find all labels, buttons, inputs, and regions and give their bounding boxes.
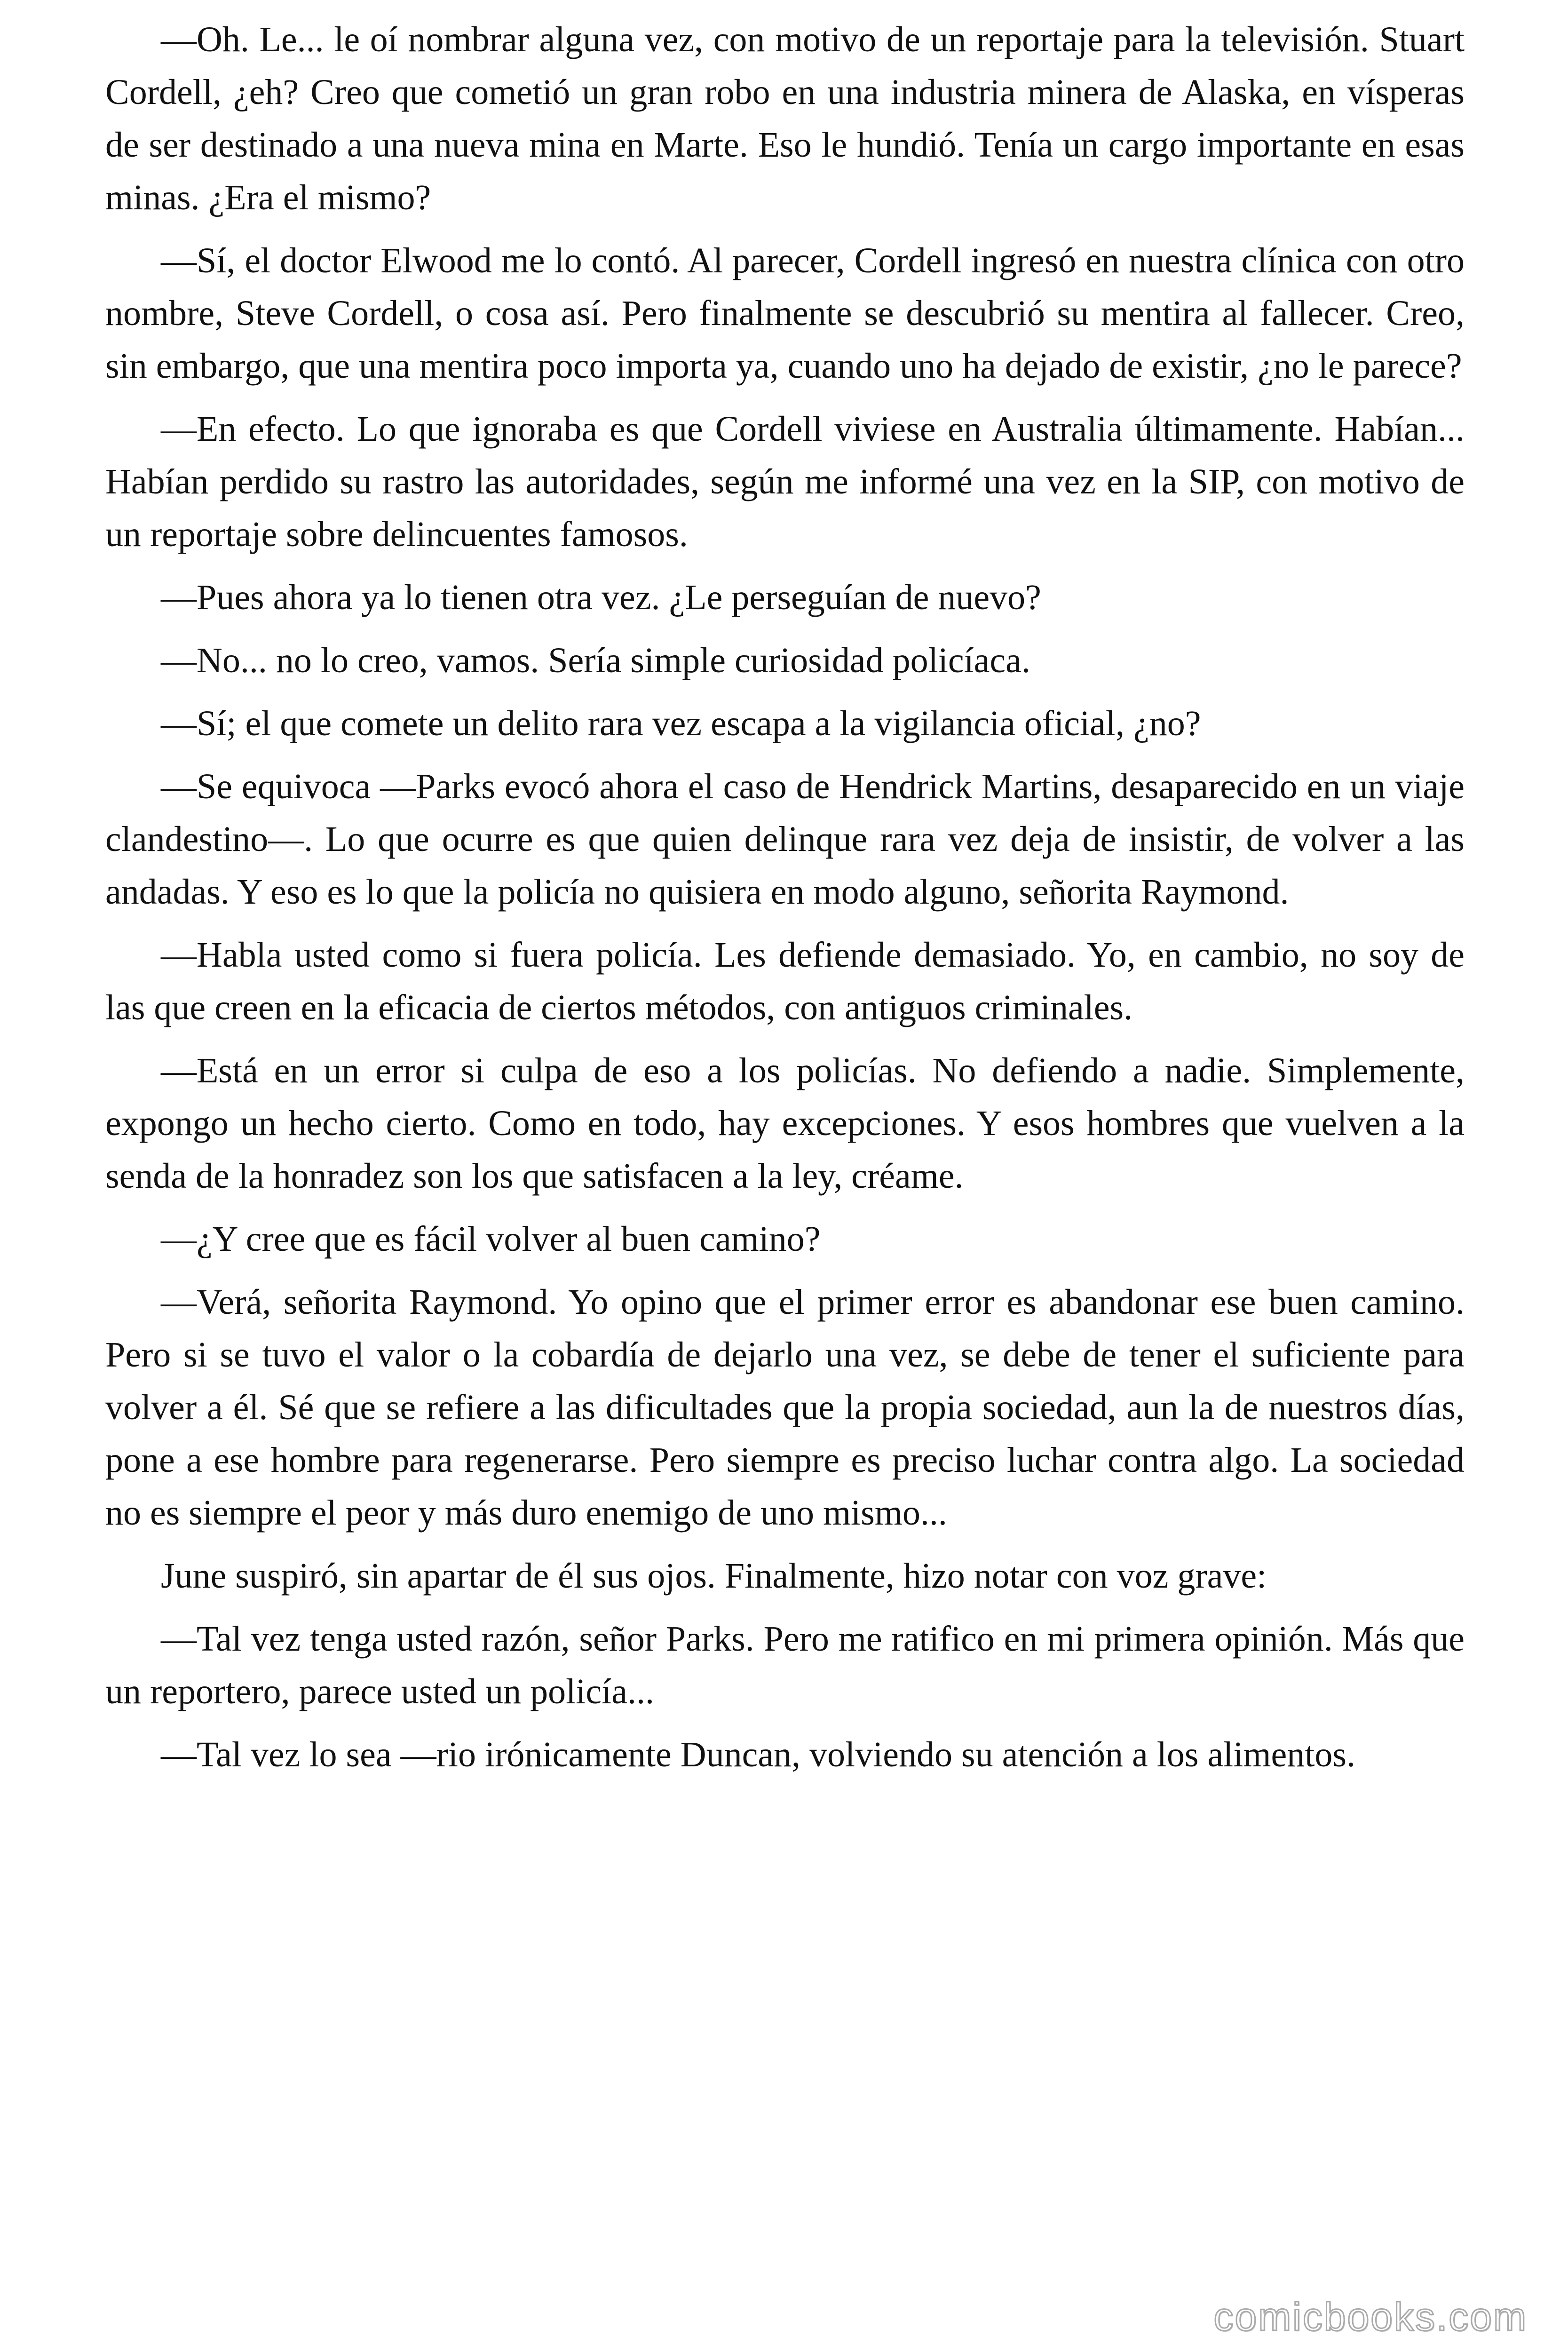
site-watermark: comicbooks.com xyxy=(1213,2295,1528,2339)
paragraph-1: —Oh. Le... le oí nombrar alguna vez, con motivo de un reportaje para la televisión. Stuart Cordell, ¿eh? Creo que cometió un gran robo en una industria minera de Alaska, en vísperas de ser destinado a una nueva mina en Marte. Eso le hundió. Tenía un cargo importante en esas minas. ¿Era el mismo? xyxy=(105,20,1465,217)
paragraph-9: —Está en un error si culpa de eso a los policías. No defiendo a nadie. Simplemente, expongo un hecho cierto. Como en todo, hay excepciones. Y esos hombres que vuelven a la senda de la honradez son los que satisfacen a la ley, créame. xyxy=(105,1051,1465,1196)
paragraph-2: —Sí, el doctor Elwood me lo contó. Al parecer, Cordell ingresó en nuestra clínica con otro nombre, Steve Cordell, o cosa así. Pero finalmente se descubrió su mentira al fallecer. Creo, sin embargo, que una mentira poco importa ya, cuando uno ha dejado de existir, ¿no le parece? xyxy=(105,241,1465,386)
paragraph-14: —Tal vez lo sea —rio irónicamente Duncan, volviendo su atención a los alimentos. xyxy=(161,1735,1355,1774)
paragraph-7: —Se equivoca —Parks evocó ahora el caso de Hendrick Martins, desaparecido en un viaje clandestino—. Lo que ocurre es que quien delinque rara vez deja de insistir, de volver a las andadas. Y eso es lo que la policía no quisiera en modo alguno, señorita Raymond. xyxy=(105,767,1465,912)
paragraph-5: —No... no lo creo, vamos. Sería simple curiosidad policíaca. xyxy=(161,641,1030,680)
paragraph-6: —Sí; el que comete un delito rara vez escapa a la vigilancia oficial, ¿no? xyxy=(161,704,1201,743)
paragraph-12: June suspiró, sin apartar de él sus ojos. Finalmente, hizo notar con voz grave: xyxy=(161,1556,1267,1596)
paragraph-8: —Habla usted como si fuera policía. Les defiende demasiado. Yo, en cambio, no soy de las que creen en la eficacia de ciertos métodos, con antiguos criminales. xyxy=(105,935,1465,1027)
paragraph-4: —Pues ahora ya lo tienen otra vez. ¿Le perseguían de nuevo? xyxy=(161,578,1041,617)
body-text xyxy=(105,13,1465,1791)
paragraph-10: —¿Y cree que es fácil volver al buen camino? xyxy=(161,1219,821,1259)
paragraph-3: —En efecto. Lo que ignoraba es que Cordell viviese en Australia últimamente. Habían... Habían perdido su rastro las autoridades, según me informé una vez en la SIP, con motivo de un reportaje sobre delincuentes famosos. xyxy=(105,409,1465,554)
paragraph-13: —Tal vez tenga usted razón, señor Parks. Pero me ratifico en mi primera opinión. Más que un reportero, parece usted un policía... xyxy=(105,1619,1465,1711)
paragraph-11: —Verá, señorita Raymond. Yo opino que el primer error es abandonar ese buen camino. Pero si se tuvo el valor o la cobardía de dejarlo una vez, se debe de tener el suficiente para volver a él. Sé que se refiere a las dificultades que la propia sociedad, aun la de nuestros días, pone a ese hombre para regenerarse. Pero siempre es preciso luchar contra algo. La sociedad no es siempre el peor y más duro enemigo de uno mismo... xyxy=(105,1282,1465,1533)
